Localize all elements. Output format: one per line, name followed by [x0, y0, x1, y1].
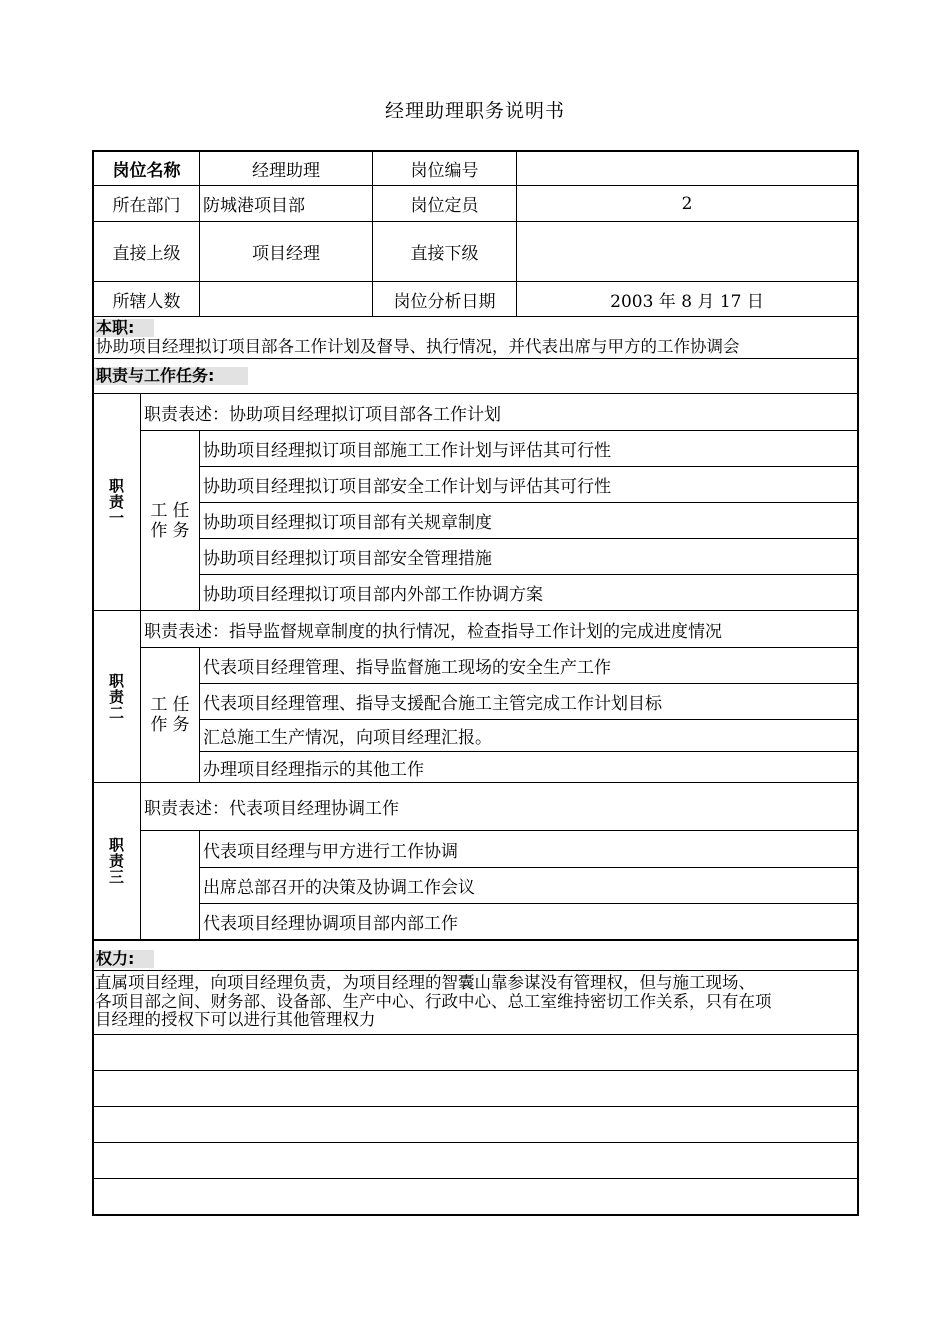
analysis-date-value: 2003 年 8 月 17 日 [610, 291, 764, 312]
authority-label: 权力: [94, 950, 154, 968]
duty-2-label: 职责二 [107, 672, 125, 721]
page-title: 经理助理职务说明书 [384, 100, 565, 122]
position-code-value [517, 152, 857, 185]
managed-count-label: 所辖人数 [112, 291, 181, 312]
duty-3-task: 代表项目经理协调项目部内部工作 [203, 914, 458, 934]
rule [92, 1070, 859, 1071]
duty-2-description: 职责表述：指导监督规章制度的执行情况，检查指导工作计划的完成进度情况 [144, 621, 722, 642]
rule [92, 358, 859, 359]
subordinate-value [517, 222, 857, 281]
duty-1-task-label: 工作 任务 [150, 500, 190, 541]
duty-3-description: 职责表述：代表项目经理协调工作 [144, 799, 399, 819]
position-name-label: 岗位名称 [112, 161, 181, 181]
duty-2-task-label: 工作 任务 [150, 695, 190, 735]
rule [92, 316, 859, 317]
authority-line: 直属项目经理，向项目经理负责，为项目经理的智囊山靠参谋没有管理权，但与施工现场、 [95, 973, 755, 992]
duty-1-task: 协助项目经理拟订项目部内外部工作协调方案 [203, 585, 543, 605]
duty-1-task: 协助项目经理拟订项目部安全管理措施 [203, 549, 492, 569]
rule [92, 1178, 859, 1179]
duty-3-task: 出席总部召开的决策及协调工作会议 [203, 878, 475, 898]
managed-count-value [200, 282, 372, 316]
duty-2-task: 汇总施工生产情况，向项目经理汇报。 [203, 728, 492, 748]
main-duty-label: 本职: [94, 319, 154, 337]
duty-1-task: 协助项目经理拟订项目部有关规章制度 [203, 513, 492, 533]
duty-1-label: 职责一 [107, 478, 125, 526]
duty-2-task: 代表项目经理管理、指导监督施工现场的安全生产工作 [203, 658, 611, 678]
duty-2-task: 办理项目经理指示的其他工作 [203, 759, 424, 780]
duty-1-description: 职责表述：协助项目经理拟订项目部各工作计划 [144, 404, 501, 425]
main-duty-text: 协助项目经理拟订项目部各工作计划及督导、执行情况，并代表出席与甲方的工作协调会 [96, 337, 740, 356]
rule [92, 1142, 859, 1143]
duties-label: 职责与工作任务: [94, 367, 248, 385]
rule [92, 970, 859, 971]
duty-1-task: 协助项目经理拟订项目部施工工作计划与评估其可行性 [203, 441, 611, 461]
duty-3-task: 代表项目经理与甲方进行工作协调 [203, 841, 458, 862]
headcount-label: 岗位定员 [410, 196, 479, 216]
authority-line: 目经理的授权下可以进行其他管理权力 [95, 1010, 376, 1029]
duty-1-task: 协助项目经理拟订项目部安全工作计划与评估其可行性 [203, 477, 611, 497]
duty-3-label: 职责三 [107, 837, 125, 885]
rule [140, 393, 141, 939]
subordinate-label: 直接下级 [410, 244, 479, 264]
duty-2-task: 代表项目经理管理、指导支援配合施工主管完成工作计划目标 [203, 694, 662, 714]
superior-value: 项目经理 [252, 244, 320, 264]
rule [92, 1106, 859, 1107]
position-name-value: 经理助理 [252, 161, 320, 181]
rule [92, 1034, 859, 1035]
rule [92, 939, 859, 941]
authority-text [95, 974, 857, 1030]
superior-label: 直接上级 [112, 244, 181, 264]
analysis-date-label: 岗位分析日期 [393, 291, 496, 312]
department-value: 防城港项目部 [203, 196, 305, 216]
headcount-value: 2 [681, 193, 693, 214]
authority-line: 各项目部之间、财务部、设备部、生产中心、行政中心、总工室维持密切工作关系，只有在项 [95, 991, 772, 1011]
department-label: 所在部门 [112, 196, 181, 216]
position-code-label: 岗位编号 [410, 161, 479, 181]
